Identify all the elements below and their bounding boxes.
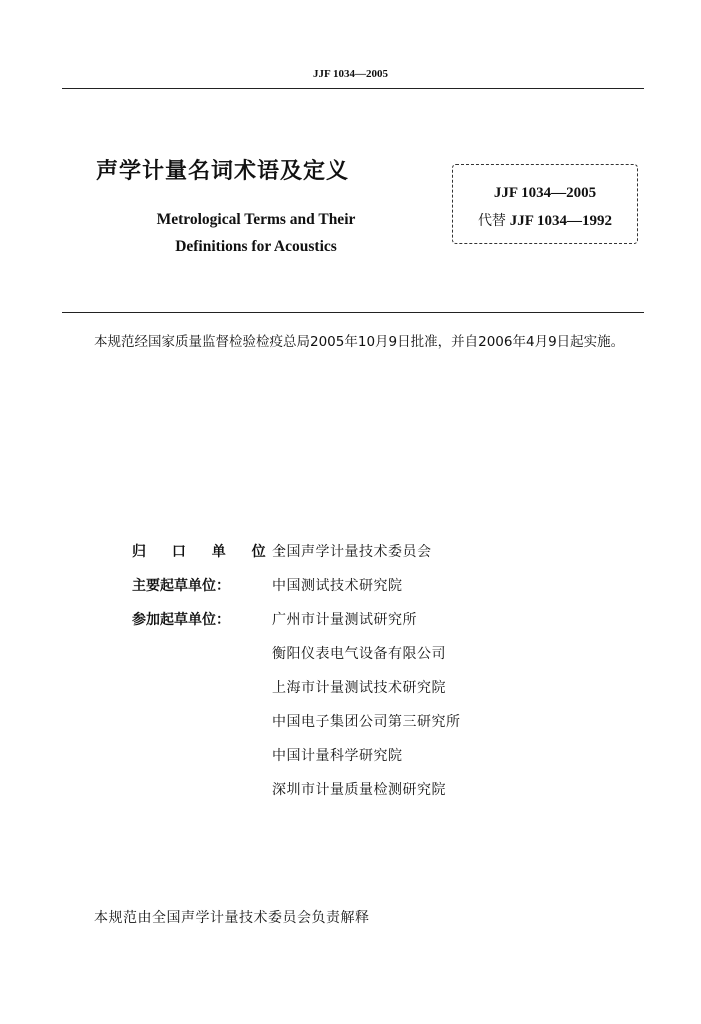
running-header-code: JJF 1034—2005	[312, 68, 389, 80]
participant-item: 上海市计量测试技术研究院	[272, 680, 446, 696]
participant-item: 深圳市计量质量检测研究院	[272, 782, 446, 798]
participants-label: 参加起草单位：	[132, 612, 230, 628]
standard-code: JJF 1034—2005	[493, 185, 597, 201]
title-chinese: 声学计量名词术语及定义	[96, 159, 350, 184]
standard-number-box	[452, 164, 638, 244]
title-english-line-2: Definitions for Acoustics	[175, 238, 337, 255]
participant-item: 广州市计量测试研究所	[272, 612, 417, 628]
responsible-unit-value: 全国声学计量技术委员会	[272, 544, 432, 560]
main-drafter-value: 中国测试技术研究院	[272, 578, 403, 594]
title-english	[96, 206, 416, 260]
participant-item: 中国计量科学研究院	[272, 748, 403, 764]
responsible-unit-label: 归 口 单 位：	[132, 544, 301, 560]
interpretation-note: 本规范由全国声学计量技术委员会负责解释	[94, 910, 370, 926]
approval-statement: 本规范经国家质量监督检验检疫总局2005年10月9日批准，并自2006年4月9日起实施。	[94, 334, 625, 350]
participant-item: 衡阳仪表电气设备有限公司	[272, 646, 446, 662]
replaced-code: JJF 1034—1992	[509, 213, 613, 229]
section-rule	[62, 312, 644, 313]
replaces-prefix: 代替	[477, 213, 506, 229]
participant-item: 中国电子集团公司第三研究所	[272, 714, 461, 730]
title-english-line-1: Metrological Terms and Their	[156, 211, 356, 228]
header-rule	[62, 88, 644, 89]
main-drafter-label: 主要起草单位：	[132, 578, 230, 594]
replaces-line	[453, 210, 637, 230]
